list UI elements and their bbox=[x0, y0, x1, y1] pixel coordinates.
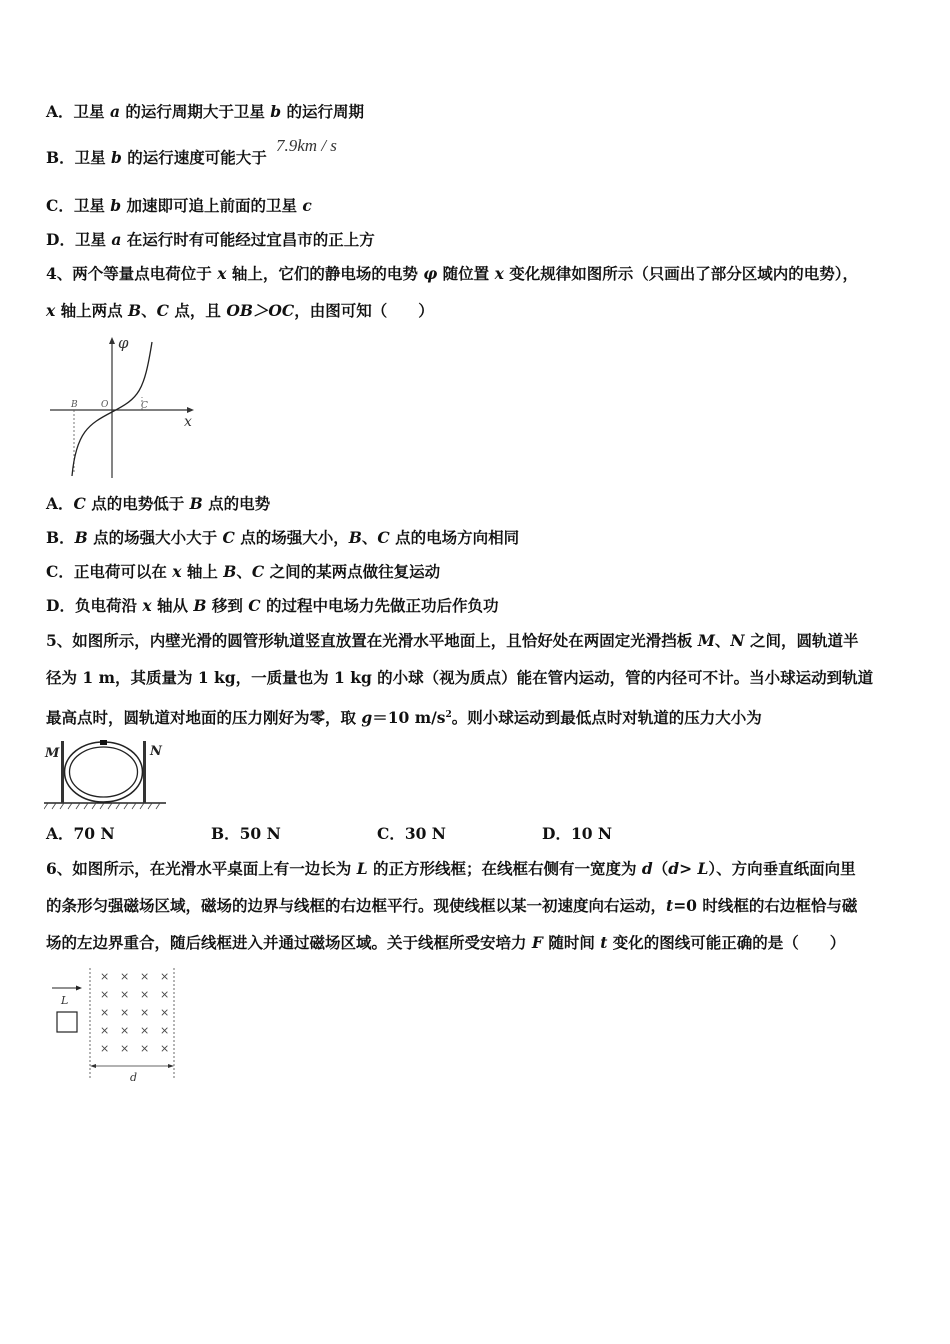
q4-stem-line1: 4、两个等量点电荷位于 x 轴上，它们的静电场的电势 φ 随位置 x 变化规律如图所示（只画出了部分区域内的电势）， bbox=[46, 264, 858, 283]
square-coil bbox=[57, 1012, 77, 1032]
q5-stem-line3: 最高点时，圆轨道对地面的压力刚好为零，取 g＝10 $m/s^2$。则小球运动到最低点时对轨道的压力大小为 bbox=[46, 708, 762, 728]
ring-track-figure bbox=[44, 735, 168, 811]
field-cross: × bbox=[160, 1006, 170, 1019]
q3-option-c: C．卫星 b 加速即可追上前面的卫星 c bbox=[46, 196, 312, 215]
point-b-label: B bbox=[71, 400, 78, 410]
field-cross: × bbox=[140, 1024, 150, 1037]
field-cross: × bbox=[160, 1024, 170, 1037]
field-cross: × bbox=[160, 1042, 170, 1055]
q5-stem-line1: 5、如图所示，内壁光滑的圆管形轨道竖直放置在光滑水平地面上，且恰好处在两固定光滑挡板 M、N 之间，圆轨道半 bbox=[46, 631, 859, 650]
q6-stem-line2: 的条形匀强磁场区域，磁场的边界与线框的右边框平行。现使线框以某一初速度向右运动，t=0 时线框的右边框恰与磁 bbox=[46, 896, 858, 915]
q3-option-a: A．卫星 a 的运行周期大于卫星 b 的运行周期 bbox=[46, 102, 365, 121]
field-cross: × bbox=[120, 1042, 130, 1055]
field-cross: × bbox=[120, 988, 130, 1001]
q4-option-b: B．B 点的场强大小大于 C 点的场强大小，B、C 点的电场方向相同 bbox=[46, 528, 520, 547]
field-cross: × bbox=[100, 1006, 110, 1019]
q4-option-d: D．负电荷沿 x 轴从 B 移到 C 的过程中电场力先做正功后作负功 bbox=[46, 596, 499, 615]
field-cross: × bbox=[140, 988, 150, 1001]
q6-stem-line1: 6、如图所示，在光滑水平桌面上有一边长为 L 的正方形线框；在线框右侧有一宽度为 d（d> L）、方向垂直纸面向里 bbox=[46, 859, 856, 878]
field-cross: × bbox=[160, 988, 170, 1001]
field-cross: × bbox=[160, 970, 170, 983]
field-cross: × bbox=[120, 970, 130, 983]
q4-stem-line2: x 轴上两点 B、C 点，且 OB＞OC，由图可知（ ） bbox=[46, 301, 434, 320]
field-cross: × bbox=[140, 1006, 150, 1019]
phi-axis-label: φ bbox=[118, 334, 129, 352]
q4-option-a: A．C 点的电势低于 B 点的电势 bbox=[46, 494, 271, 513]
field-cross: × bbox=[140, 1042, 150, 1055]
x-axis-label: x bbox=[184, 414, 192, 430]
q5-option-a: A．70 N bbox=[46, 824, 115, 843]
field-cross: × bbox=[100, 970, 110, 983]
field-cross: × bbox=[140, 970, 150, 983]
field-cross: × bbox=[120, 1006, 130, 1019]
field-width-label: d bbox=[130, 1071, 138, 1084]
side-length-label: L bbox=[61, 994, 69, 1007]
origin-label: O bbox=[101, 400, 109, 410]
q6-stem-line3: 场的左边界重合，随后线框进入并通过磁场区域。关于线框所受安培力 F 随时间 t 变化的图线可能正确的是（ ） bbox=[46, 933, 846, 952]
q5-option-b: B．50 N bbox=[211, 824, 281, 843]
q3-option-d: D．卫星 a 在运行时有可能经过宜昌市的正上方 bbox=[46, 230, 375, 249]
speed-value: 7.9km / s bbox=[276, 136, 337, 155]
q5-stem-line2: 径为 1 m，其质量为 1 kg，一质量也为 1 kg 的小球（视为质点）能在管内运动，管的内径可不计。当小球运动到轨道 bbox=[46, 668, 874, 687]
plate-m-label: M bbox=[45, 746, 60, 761]
field-cross: × bbox=[100, 1042, 110, 1055]
field-crosses bbox=[100, 970, 169, 1055]
q5-option-c: C．30 N bbox=[377, 824, 446, 843]
ball bbox=[100, 740, 107, 745]
potential-graph bbox=[44, 332, 204, 480]
q4-option-c: C．正电荷可以在 x 轴上 B、C 之间的某两点做往复运动 bbox=[46, 562, 441, 581]
magnetic-field-figure bbox=[44, 964, 184, 1086]
q5-option-d: D．10 N bbox=[542, 824, 613, 843]
plate-n-label: N bbox=[150, 744, 162, 759]
field-cross: × bbox=[120, 1024, 130, 1037]
q3-option-b: B．卫星 b 的运行速度可能大于 bbox=[46, 148, 267, 167]
field-cross: × bbox=[100, 988, 110, 1001]
field-cross: × bbox=[100, 1024, 110, 1037]
point-c-label: C bbox=[141, 401, 148, 411]
